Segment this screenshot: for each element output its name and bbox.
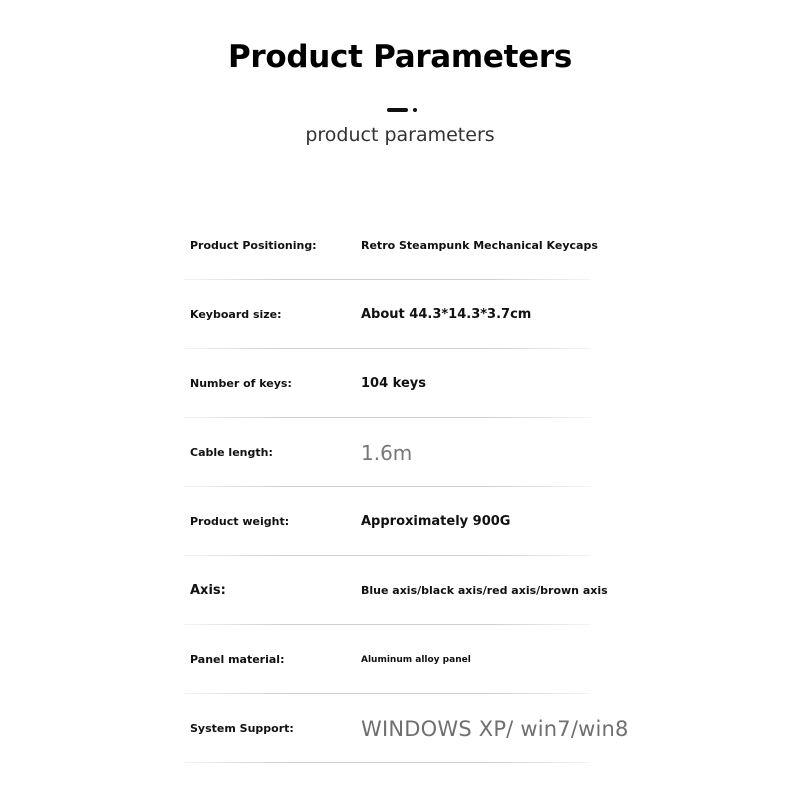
parameter-row-number-of-keys [0,349,800,418]
parameter-value: About 44.3*14.3*3.7cm [361,307,532,322]
parameter-value: Blue axis/black axis/red axis/brown axis [361,584,608,597]
parameter-row-axis [0,556,800,625]
parameter-label: Product Positioning: [190,239,317,252]
parameter-label: System Support: [190,722,294,735]
page-title: Product Parameters [227,39,573,75]
parameter-label: Keyboard size: [190,308,282,321]
parameter-value: 104 keys [361,376,426,391]
parameter-label: Cable length: [190,446,273,459]
parameter-value: Aluminum alloy panel [361,654,471,665]
parameter-label: Axis: [190,583,226,598]
divider-dash [387,108,408,112]
parameters-table [0,211,800,763]
parameter-value: Retro Steampunk Mechanical Keycaps [361,239,598,252]
parameter-row-product-weight [0,487,800,556]
parameter-row-keyboard-size [0,280,800,349]
divider-dot [413,108,417,112]
parameter-value: WINDOWS XP/ win7/win8 [361,716,629,741]
parameter-label: Panel material: [190,653,285,666]
parameter-row-product-positioning [0,211,800,280]
parameter-value: 1.6m [361,440,413,465]
parameter-label: Number of keys: [190,377,292,390]
parameter-row-panel-material [0,625,800,694]
parameter-row-cable-length [0,418,800,487]
row-divider [183,762,590,763]
page-subtitle: product parameters [305,124,495,146]
parameter-label: Product weight: [190,515,290,528]
title-divider-mark [387,107,417,113]
parameter-row-system-support [0,694,800,763]
parameter-value: Approximately 900G [361,514,511,529]
